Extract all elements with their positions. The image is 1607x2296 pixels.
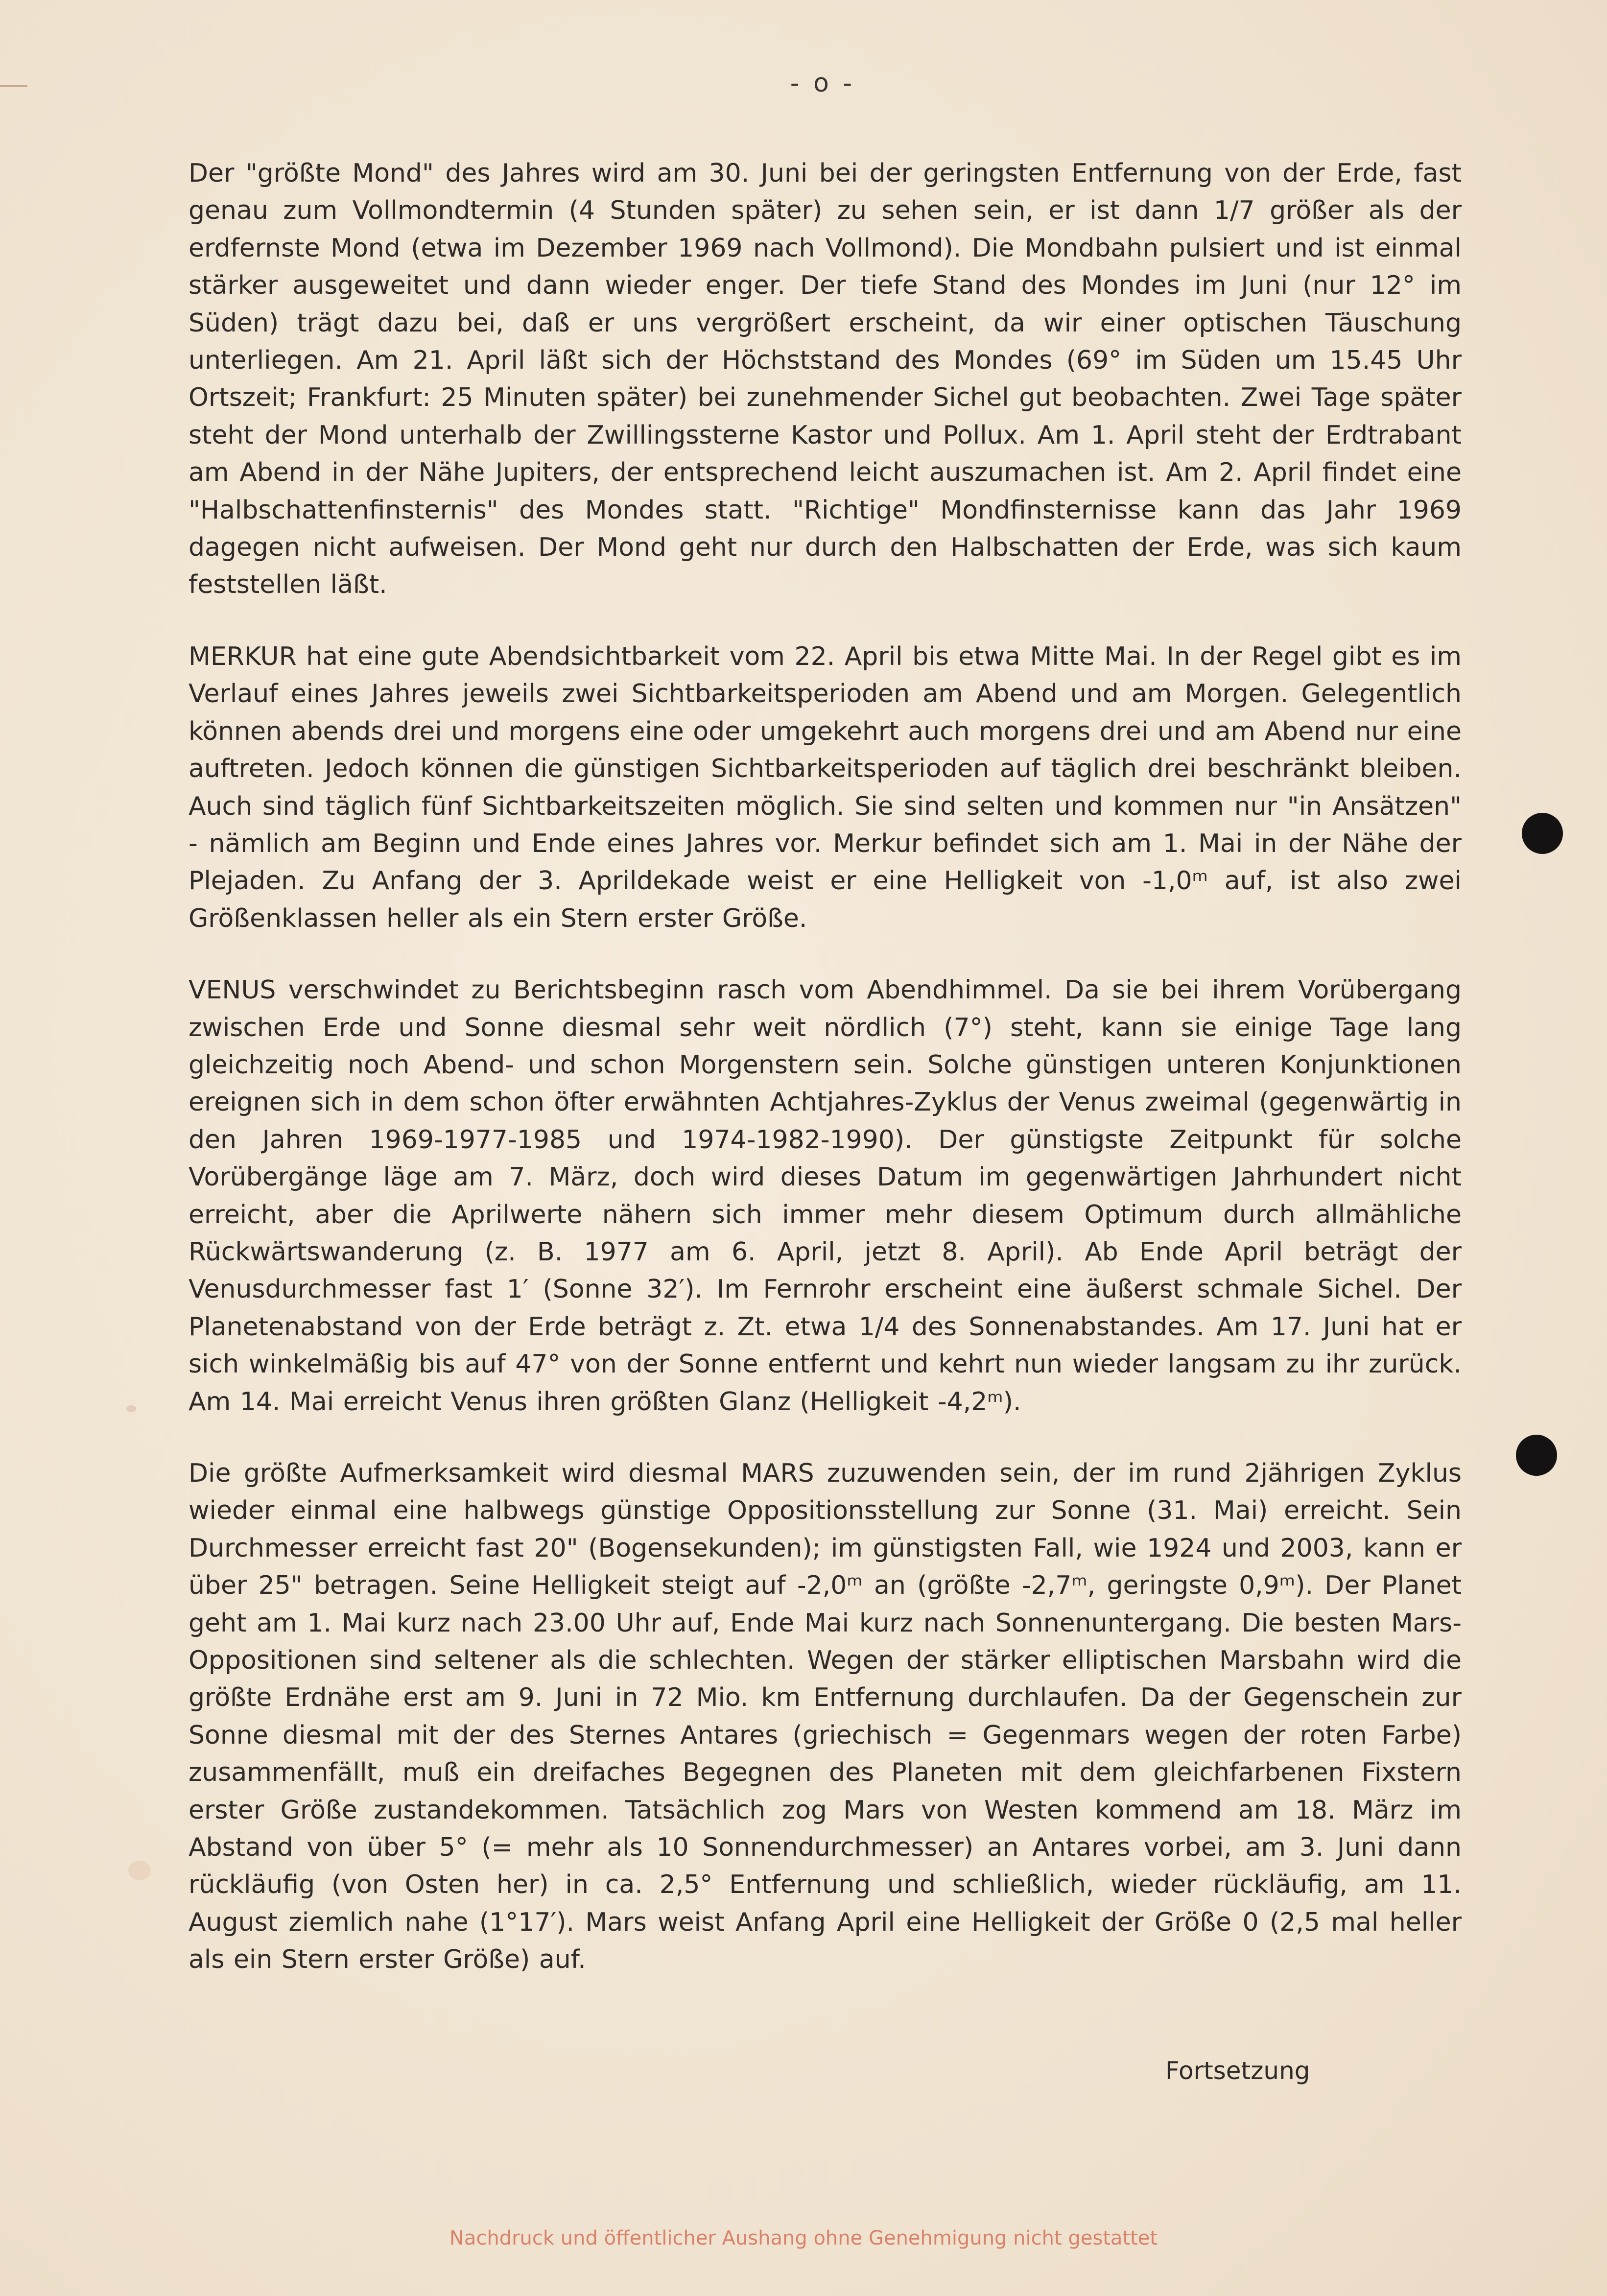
footer-copyright-notice: Nachdruck und öffentlicher Aushang ohne Genehmigung nicht gestattet bbox=[449, 2227, 1158, 2249]
punch-hole bbox=[1516, 1435, 1557, 1476]
punch-hole bbox=[1522, 813, 1563, 854]
paragraph-mercury: MERKUR hat eine gute Abendsichtbarkeit vom 22. April bis etwa Mitte Mai. In der Regel gibt es im Verlauf eines Jahres jeweils zwei Sichtbarkeitsperioden am Abend und am Morgen. Gelegentlich können abends drei und morgens eine oder umgekehrt auch morgens drei und am Abend nur eine auftreten. Jedoch können die günstigen Sichtbarkeitsperioden auf täglich drei beschränkt bleiben. Auch sind täglich fünf Sichtbarkeitszeiten möglich. Sie sind selten und kommen nur "in Ansätzen" - nämlich am Beginn und Ende eines Jahres vor. Merkur befindet sich am 1. Mai in der Nähe der Plejaden. Zu Anfang der 3. Aprildekade weist er eine Helligkeit von -1,0ᵐ auf, ist also zwei Größenklassen heller als ein Stern erster Größe. bbox=[189, 641, 1462, 933]
paper-stain bbox=[126, 1405, 136, 1412]
article-body bbox=[189, 155, 1462, 2013]
page-number: - o - bbox=[790, 69, 855, 98]
edge-mark bbox=[0, 85, 27, 87]
paper-stain bbox=[128, 1861, 151, 1880]
paragraph-mars: Die größte Aufmerksamkeit wird diesmal MARS zuzuwenden sein, der im rund 2jährigen Zyklus wieder einmal eine halbwegs günstige Oppositionsstellung zur Sonne (31. Mai) erreicht. Sein Durchmesser erreicht fast 20" (Bogensekunden); im günstigsten Fall, wie 1924 und 2003, kann er über 25" betragen. Seine Helligkeit steigt auf -2,0ᵐ an (größte -2,7ᵐ, geringste 0,9ᵐ). Der Planet geht am 1. Mai kurz nach 23.00 Uhr auf, Ende Mai kurz nach Sonnenuntergang. Die besten Mars-Oppositionen sind seltener als die schlechten. Wegen der stärker elliptischen Marsbahn wird die größte Erdnähe erst am 9. Juni in 72 Mio. km Entfernung durchlaufen. Da der Gegenschein zur Sonne diesmal mit der des Sternes Antares (griechisch = Gegenmars wegen der roten Farbe) zusammenfällt, muß ein dreifaches Begegnen des Planeten mit dem gleichfarbenen Fixstern erster Größe zustandekommen. Tatsächlich zog Mars von Westen kommend am 18. März im Abstand von über 5° (= mehr als 10 Sonnendurchmesser) an Antares vorbei, am 3. Juni dann rückläufig (von Osten her) in ca. 2,5° Entfernung und schließlich, wieder rückläufig, am 11. August ziemlich nahe (1°17′). Mars weist Anfang April eine Helligkeit der Größe 0 (2,5 mal heller als ein Stern erster Größe) auf. bbox=[189, 1459, 1462, 1975]
paragraph-moon: Der "größte Mond" des Jahres wird am 30. Juni bei der geringsten Entfernung von der Erde, fast genau zum Vollmondtermin (4 Stunden später) zu sehen sein, er ist dann 1/7 größer als der erdfernste Mond (etwa im Dezember 1969 nach Vollmond). Die Mondbahn pulsiert und ist einmal stärker ausgeweitet und dann wieder enger. Der tiefe Stand des Mondes im Juni (nur 12° im Süden) trägt dazu bei, daß er uns vergrößert erscheint, da wir einer optischen Täuschung unterliegen. Am 21. April läßt sich der Höchststand des Mondes (69° im Süden um 15.45 Uhr Ortszeit; Frankfurt: 25 Minuten später) bei zunehmender Sichel gut beobachten. Zwei Tage später steht der Mond unterhalb der Zwillingssterne Kastor und Pollux. Am 1. April steht der Erdtrabant am Abend in der Nähe Jupiters, der entsprechend leicht auszumachen ist. Am 2. April findet eine "Halbschattenfinsternis" des Mondes statt. "Richtige" Mondfinsternisse kann das Jahr 1969 dagegen nicht aufweisen. Der Mond geht nur durch den Halbschatten der Erde, was sich kaum feststellen läßt. bbox=[189, 159, 1462, 600]
paragraph-venus: VENUS verschwindet zu Berichtsbeginn rasch vom Abendhimmel. Da sie bei ihrem Vorübergang zwischen Erde und Sonne diesmal sehr weit nördlich (7°) steht, kann sie einige Tage lang gleichzeitig noch Abend- und schon Morgenstern sein. Solche günstigen unteren Konjunktionen ereignen sich in dem schon öfter erwähnten Achtjahres-Zyklus der Venus zweimal (gegenwärtig in den Jahren 1969-1977-1985 und 1974-1982-1990). Der günstigste Zeitpunkt für solche Vorübergänge läge am 7. März, doch wird dieses Datum im gegenwärtigen Jahrhundert nicht erreicht, aber die Aprilwerte nähern sich immer mehr diesem Optimum durch allmähliche Rückwärtswanderung (z. B. 1977 am 6. April, jetzt 8. April). Ab Ende April beträgt der Venusdurchmesser fast 1′ (Sonne 32′). Im Fernrohr erscheint eine äußerst schmale Sichel. Der Planetenabstand von der Erde beträgt z. Zt. etwa 1/4 des Sonnenabstandes. Am 17. Juni hat er sich winkelmäßig bis auf 47° von der Sonne entfernt und kehrt nun wieder langsam zu ihr zurück. Am 14. Mai erreicht Venus ihren größten Glanz (Helligkeit -4,2ᵐ). bbox=[189, 975, 1462, 1417]
continuation-note: Fortsetzung bbox=[1165, 2057, 1310, 2085]
